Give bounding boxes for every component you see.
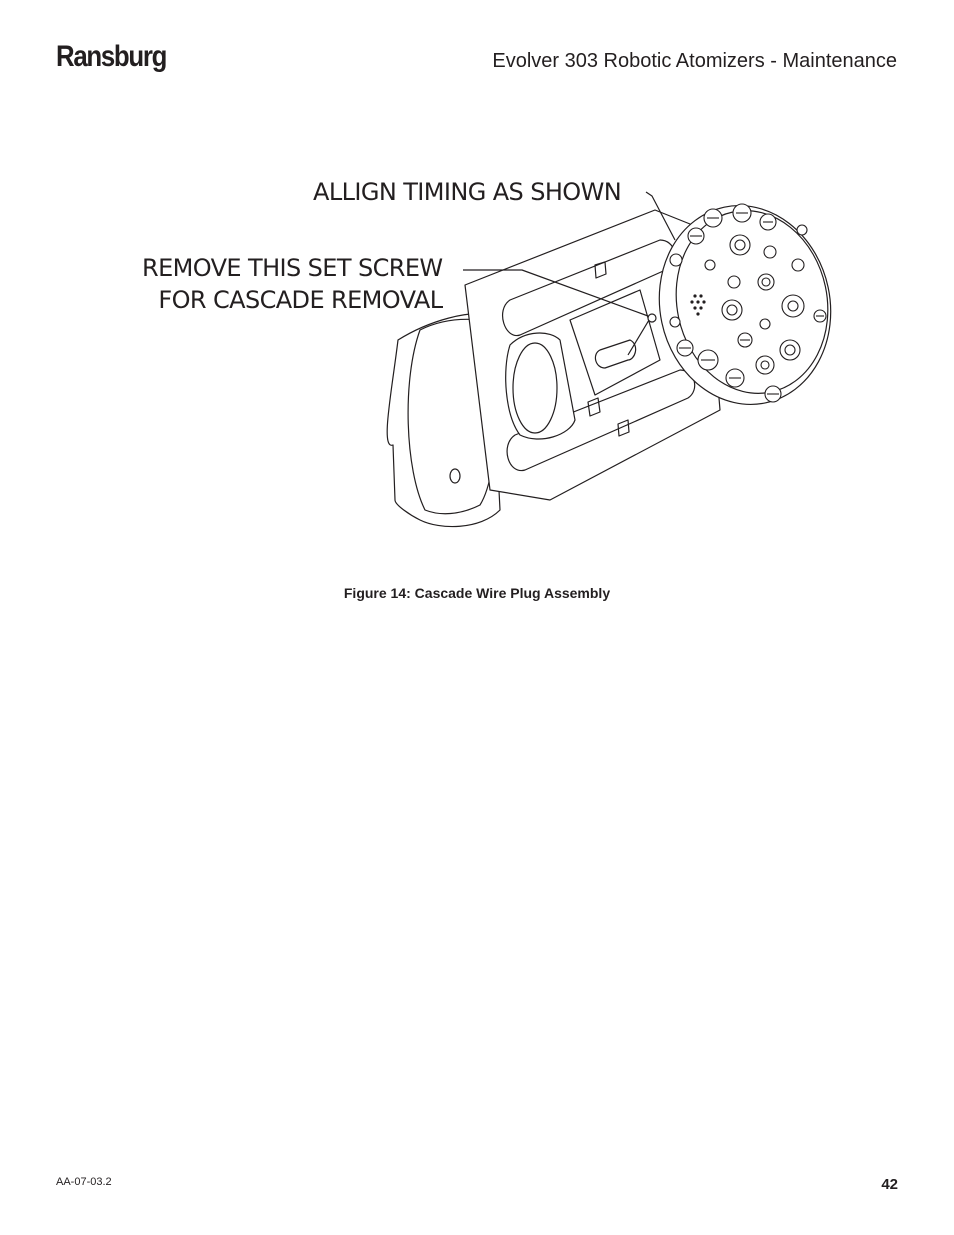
set-screw <box>648 314 656 322</box>
set-screw-callout <box>142 252 443 316</box>
atomizer-drawing <box>130 170 850 540</box>
page-number: 42 <box>881 1176 898 1193</box>
document-code: AA-07-03.2 <box>56 1176 112 1188</box>
set-screw-callout-line-1: REMOVE THIS SET SCREW <box>142 254 443 282</box>
timing-callout: ALLIGN TIMING AS SHOWN <box>313 178 622 206</box>
brand-logo: Ransburg <box>56 40 167 73</box>
figure-14 <box>130 170 850 540</box>
figure-caption: Figure 14: Cascade Wire Plug Assembly <box>343 585 611 601</box>
set-screw-callout-line-2: FOR CASCADE REMOVAL <box>158 286 443 314</box>
document-title: Evolver 303 Robotic Atomizers - Maintenance <box>492 50 897 72</box>
